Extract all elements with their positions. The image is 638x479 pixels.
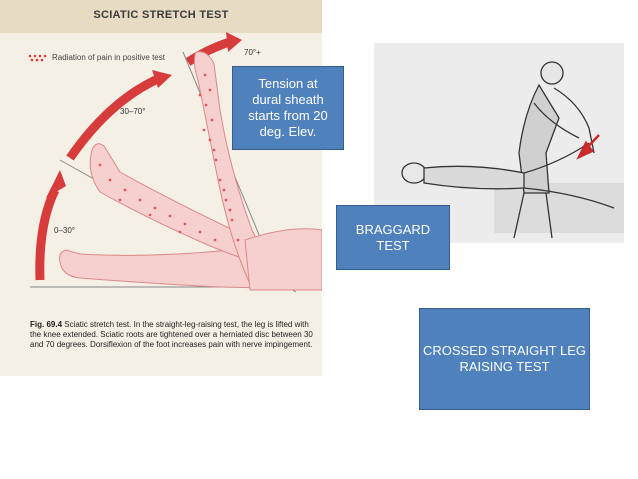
crossed-callout-text: CROSSED STRAIGHT LEG RAISING TEST [422,343,586,374]
caption-text: Sciatic stretch test. In the straight-leg-raising test, the leg is lifted with the knee extended. Sciatic roots are tightened over a herniated disc between 30 and 70 degrees. Dorsiflexion of the foot increases pain with nerve impingement. [30,320,313,349]
figure-caption [30,320,322,350]
angle-label-30-70: 30–70° [120,107,146,116]
arrow-30-70 [70,78,160,158]
crossed-slr-callout [419,308,590,410]
tension-dural-sheath-callout [232,66,344,150]
braggard-test-callout [336,205,450,270]
legend-label: Radiation of pain in positive test [52,53,165,62]
figure-title: SCIATIC STRETCH TEST [93,9,229,21]
braggard-callout-text: BRAGGARD TEST [355,221,431,253]
angle-label-70-plus: 70°+ [244,48,261,57]
tension-callout-text: Tension at dural sheath starts from 20 deg. Elev. [248,76,328,139]
caption-label: Fig. 69.4 [30,320,63,329]
arrow-0-30 [40,190,55,280]
legend-dots [29,55,47,62]
angle-label-0-30: 0–30° [54,226,75,235]
sciatic-stretch-figure [0,0,322,376]
